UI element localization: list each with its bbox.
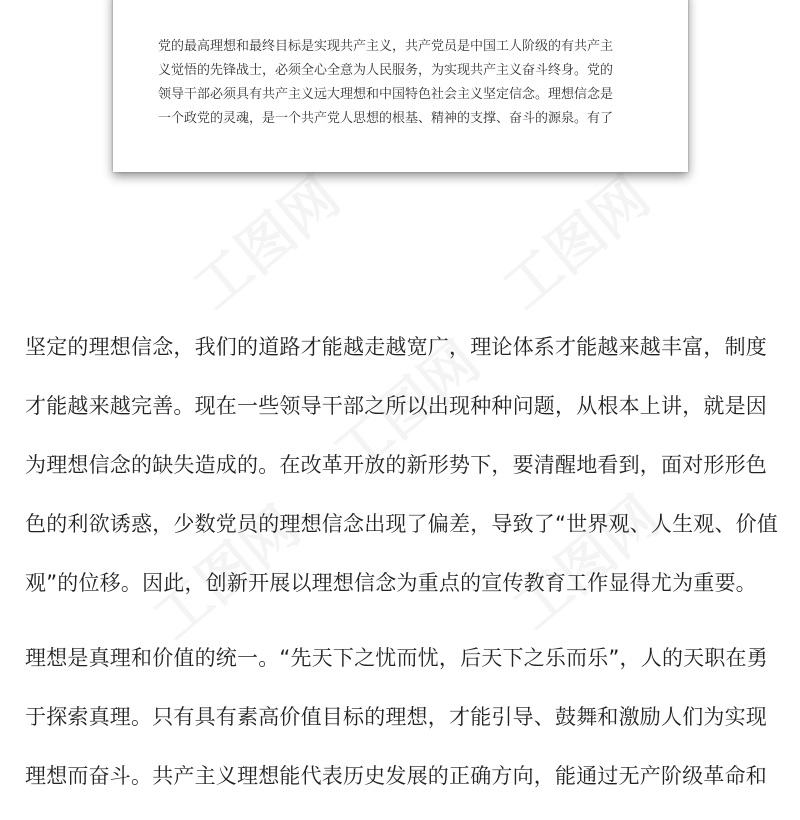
document-preview-card bbox=[113, 0, 688, 172]
card-line: 领导干部必须具有共产主义远大理想和中国特色社会主义坚定信念。理想信念是 bbox=[158, 87, 614, 102]
card-line: 义觉悟的先锋战士，必须全心全意为人民服务，为实现共产主义奋斗终身。党的 bbox=[158, 63, 614, 78]
body-line: 坚定的理想信念，我们的道路才能越走越宽广，理论体系才能越来越丰富，制度 bbox=[25, 335, 767, 359]
body-line: 观”的位移。因此，创新开展以理想信念为重点的宣传教育工作显得尤为重要。 bbox=[25, 571, 757, 595]
body-paragraph-1 bbox=[25, 332, 785, 627]
body-line: 理想是真理和价值的统一。“先天下之忧而忧，后天下之乐而乐”，人的天职在勇 bbox=[25, 646, 768, 670]
watermark bbox=[174, 155, 354, 324]
card-paragraph bbox=[158, 35, 653, 131]
body-line: 才能越来越完善。现在一些领导干部之所以出现种种问题，从根本上讲，就是因 bbox=[25, 394, 767, 418]
watermark bbox=[484, 155, 664, 324]
body-line: 色的利欲诱惑，少数党员的理想信念出现了偏差，导致了“世界观、人生观、价值 bbox=[25, 512, 779, 536]
body-line: 为理想信念的缺失造成的。在改革开放的新形势下，要清醒地看到，面对形形色 bbox=[25, 453, 767, 477]
card-line: 党的最高理想和最终目标是实现共产主义，共产党员是中国工人阶级的有共产主 bbox=[158, 39, 614, 54]
card-line: 一个政党的灵魂，是一个共产党人思想的根基、精神的支撑、奋斗的源泉。有了 bbox=[158, 111, 614, 126]
body-line: 理想而奋斗。共产主义理想能代表历史发展的正确方向，能通过无产阶级革命和 bbox=[25, 764, 767, 788]
body-line: 于探索真理。只有具有素高价值目标的理想，才能引导、鼓舞和激励人们为实现 bbox=[25, 705, 767, 729]
body-paragraph-2 bbox=[25, 643, 785, 820]
